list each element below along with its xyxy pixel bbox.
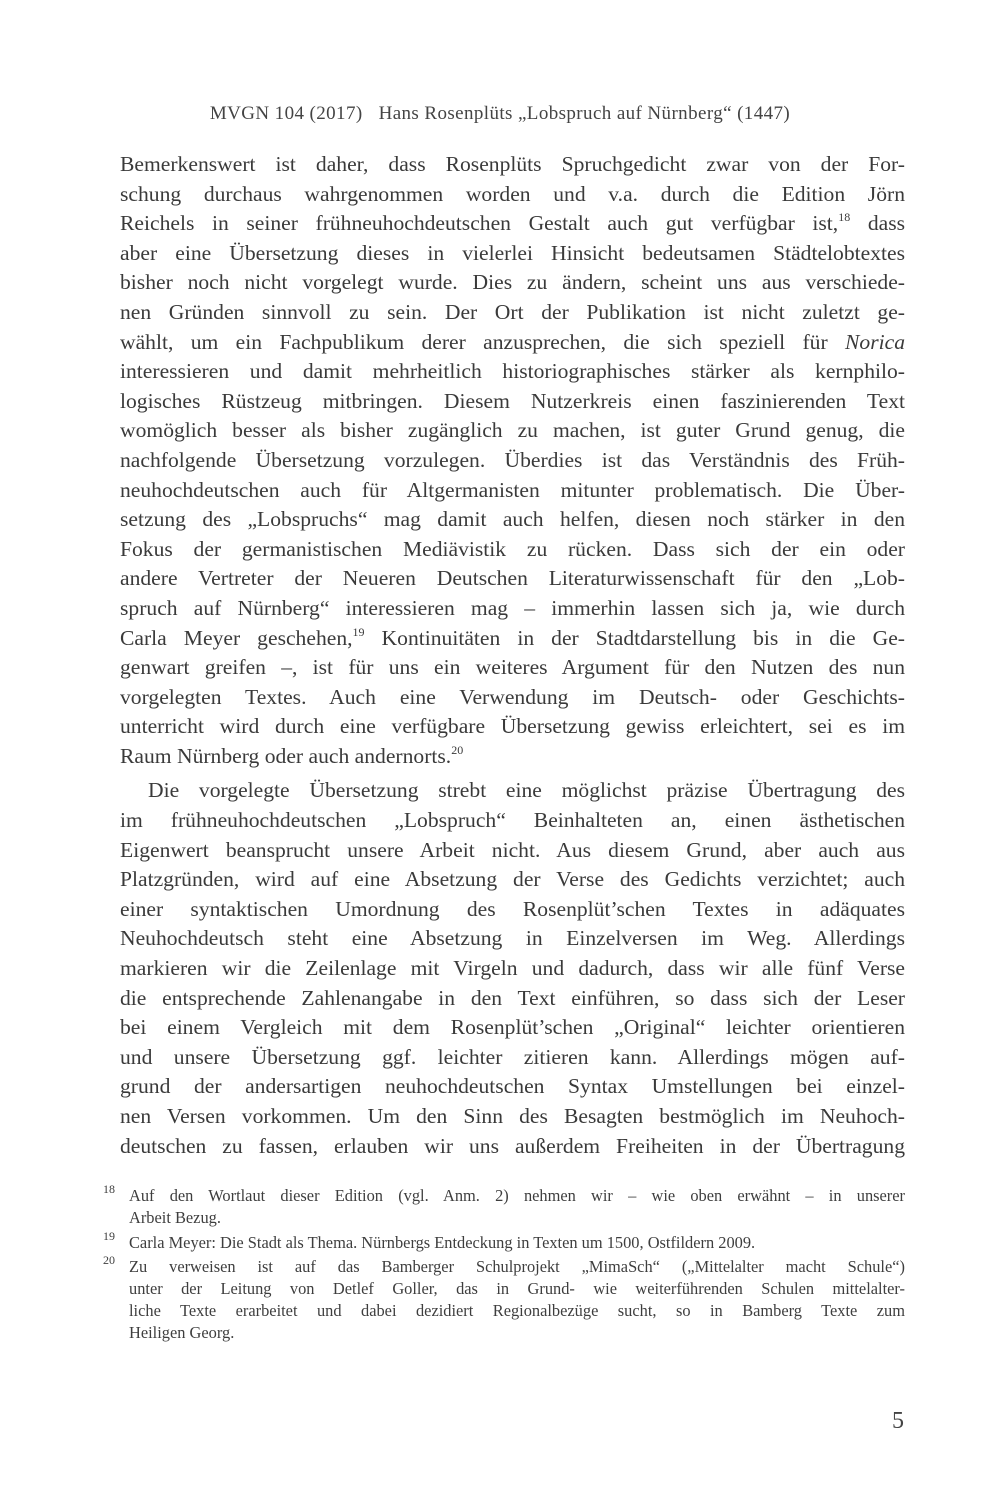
footnote-ref-19[interactable]: 19 (352, 624, 365, 639)
footnote-ref-18[interactable]: 18 (838, 210, 851, 225)
footnote-19 (103, 1228, 905, 1254)
footnote-line: Zu verweisen ist auf das Bamberger Schulprojekt „MimaSch“ („Mittelalter macht Schule“) (129, 1257, 905, 1277)
footnote-number: 20 (103, 1253, 115, 1268)
running-header (0, 103, 1000, 125)
footnote-line: Auf den Wortlaut dieser Edition (vgl. Anm. 2) nehmen wir – wie oben erwähnt – in unserer (129, 1186, 905, 1205)
footnote-line: Heiligen Georg. (129, 1322, 235, 1342)
footnote-line: liche Texte erarbeitet und dabei dezidiert Regionalbezüge sucht, so in Bamberg Texte zum (129, 1300, 905, 1320)
footnote-number: 18 (103, 1182, 115, 1196)
text-line: Die vorgelegte Übersetzung strebt eine möglichst präzise Übertragung des (148, 778, 905, 803)
footnote-line: Carla Meyer: Die Stadt als Thema. Nürnbergs Entdeckung in Texten um 1500, Ostfildern 2009. (129, 1232, 756, 1252)
text-line: nen Versen vorkommen. Um den Sinn des Besagten bestmöglich im Neuhoch- (120, 1104, 905, 1128)
text-line: vorgelegten Textes. Auch eine Verwendung im Deutsch- oder Geschichts- (120, 684, 905, 709)
text-line: Neuhochdeutsch steht eine Absetzung in Einzelversen im Weg. Allerdings (120, 926, 905, 951)
text-line: interessieren und damit mehrheitlich historiographisches stärker als kernphilo- (120, 359, 905, 384)
text-line: Bemerkenswert ist daher, dass Rosenplüts Spruchgedicht zwar von der For- (120, 152, 905, 176)
footnote-line: Arbeit Bezug. (129, 1207, 221, 1227)
text-line: nen Gründen sinnvoll zu sein. Der Ort der Publikation ist nicht zuletzt ge- (120, 299, 905, 324)
text-line: genwart greifen –, ist für uns ein weiteres Argument für den Nutzen des nun (120, 655, 905, 680)
page-number: 5 (892, 1408, 904, 1434)
footnote-ref-20[interactable]: 20 (451, 742, 464, 757)
text-line: neuhochdeutschen auch für Altgermanisten mitunter problematisch. Die Über- (120, 477, 905, 502)
footnote-20 (103, 1253, 905, 1343)
text-line: Eigenwert beansprucht unsere Arbeit nicht. Aus diesem Grund, aber auch aus (120, 837, 905, 862)
text-line: bei einem Vergleich mit dem Rosenplüt’schen „Original“ leichter orientieren (120, 1015, 905, 1040)
text-line: spruch auf Nürnberg“ interessieren mag – immerhin lassen sich ja, wie durch (120, 595, 905, 620)
paragraph-2 (120, 776, 905, 1161)
footnote-number: 19 (103, 1228, 115, 1243)
footnote-18 (103, 1182, 905, 1229)
text-line: im frühneuhochdeutschen „Lobspruch“ Beinhalteten an, einen ästhetischen (120, 808, 905, 833)
text-line: markieren wir die Zeilenlage mit Virgeln und dadurch, dass wir alle fünf Verse (120, 956, 905, 981)
text-line: setzung des „Lobspruchs“ mag damit auch helfen, diesen noch stärker in den (120, 507, 905, 532)
text-line: womöglich besser als bisher zugänglich zu machen, ist guter Grund genug, die (120, 418, 905, 443)
text-line: die entsprechende Zahlenangabe in den Text einführen, so dass sich der Leser (120, 985, 905, 1010)
body-text (120, 150, 905, 1161)
text-line: nachfolgende Übersetzung vorzulegen. Überdies ist das Verständnis des Früh- (120, 447, 905, 472)
text-line: logisches Rüstzeug mitbringen. Diesem Nutzerkreis einen faszinierenden Text (120, 388, 905, 413)
text-line: einer syntaktischen Umordnung des Rosenplüt’schen Textes in adäquates (120, 896, 905, 921)
text-line: und unsere Übersetzung ggf. leichter zitieren kann. Allerdings mögen auf- (120, 1044, 905, 1069)
text-line: schung durchaus wahrgenommen worden und v.a. durch die Edition Jörn (120, 181, 905, 206)
text-line: Platzgründen, wird auf eine Absetzung der Verse des Gedichts verzichtet; auch (120, 867, 905, 892)
text-line: Carla Meyer geschehen,$^{19}$ Kontinuitäten in der Stadtdarstellung bis in die Ge- (120, 624, 905, 650)
text-line: andere Vertreter der Neueren Deutschen Literaturwissenschaft für den „Lob- (120, 566, 905, 591)
footnotes (103, 1182, 905, 1347)
text-line: Raum Nürnberg oder auch andernorts.$^{20}$ (120, 742, 464, 768)
italic-term: Norica (845, 329, 905, 354)
text-line: bisher noch nicht vorgelegt wurde. Dies zu ändern, scheint uns aus verschiede- (120, 270, 905, 295)
article-title: Hans Rosenplüts „Lobspruch auf Nürnberg“ (1447) (378, 103, 791, 124)
journal-citation: MVGN 104 (2017) (209, 103, 363, 124)
text-line: grund der andersartigen neuhochdeutschen Syntax Umstellungen bei einzel- (120, 1074, 905, 1099)
text-line: deutschen zu fassen, erlauben wir uns außerdem Freiheiten in der Übertragung (120, 1133, 905, 1158)
text-line: wählt, um ein Fachpublikum derer anzusprechen, die sich speziell für Norica (120, 329, 905, 354)
text-line: unterricht wird durch eine verfügbare Übersetzung gewiss erleichtert, sei es im (120, 714, 905, 739)
paragraph-1 (120, 150, 905, 771)
text-line: Fokus der germanistischen Mediävistik zu rücken. Dass sich der ein oder (120, 536, 905, 561)
text-line: aber eine Übersetzung dieses in vielerlei Hinsicht bedeutsamen Städtelobtextes (120, 240, 905, 265)
footnote-line: unter der Leitung von Detlef Goller, das in Grund- wie weiterführenden Schulen mittelalter- (129, 1279, 905, 1299)
text-line: Reichels in seiner frühneuhochdeutschen Gestalt auch gut verfügbar ist,$^{18}$ dass (120, 210, 906, 236)
